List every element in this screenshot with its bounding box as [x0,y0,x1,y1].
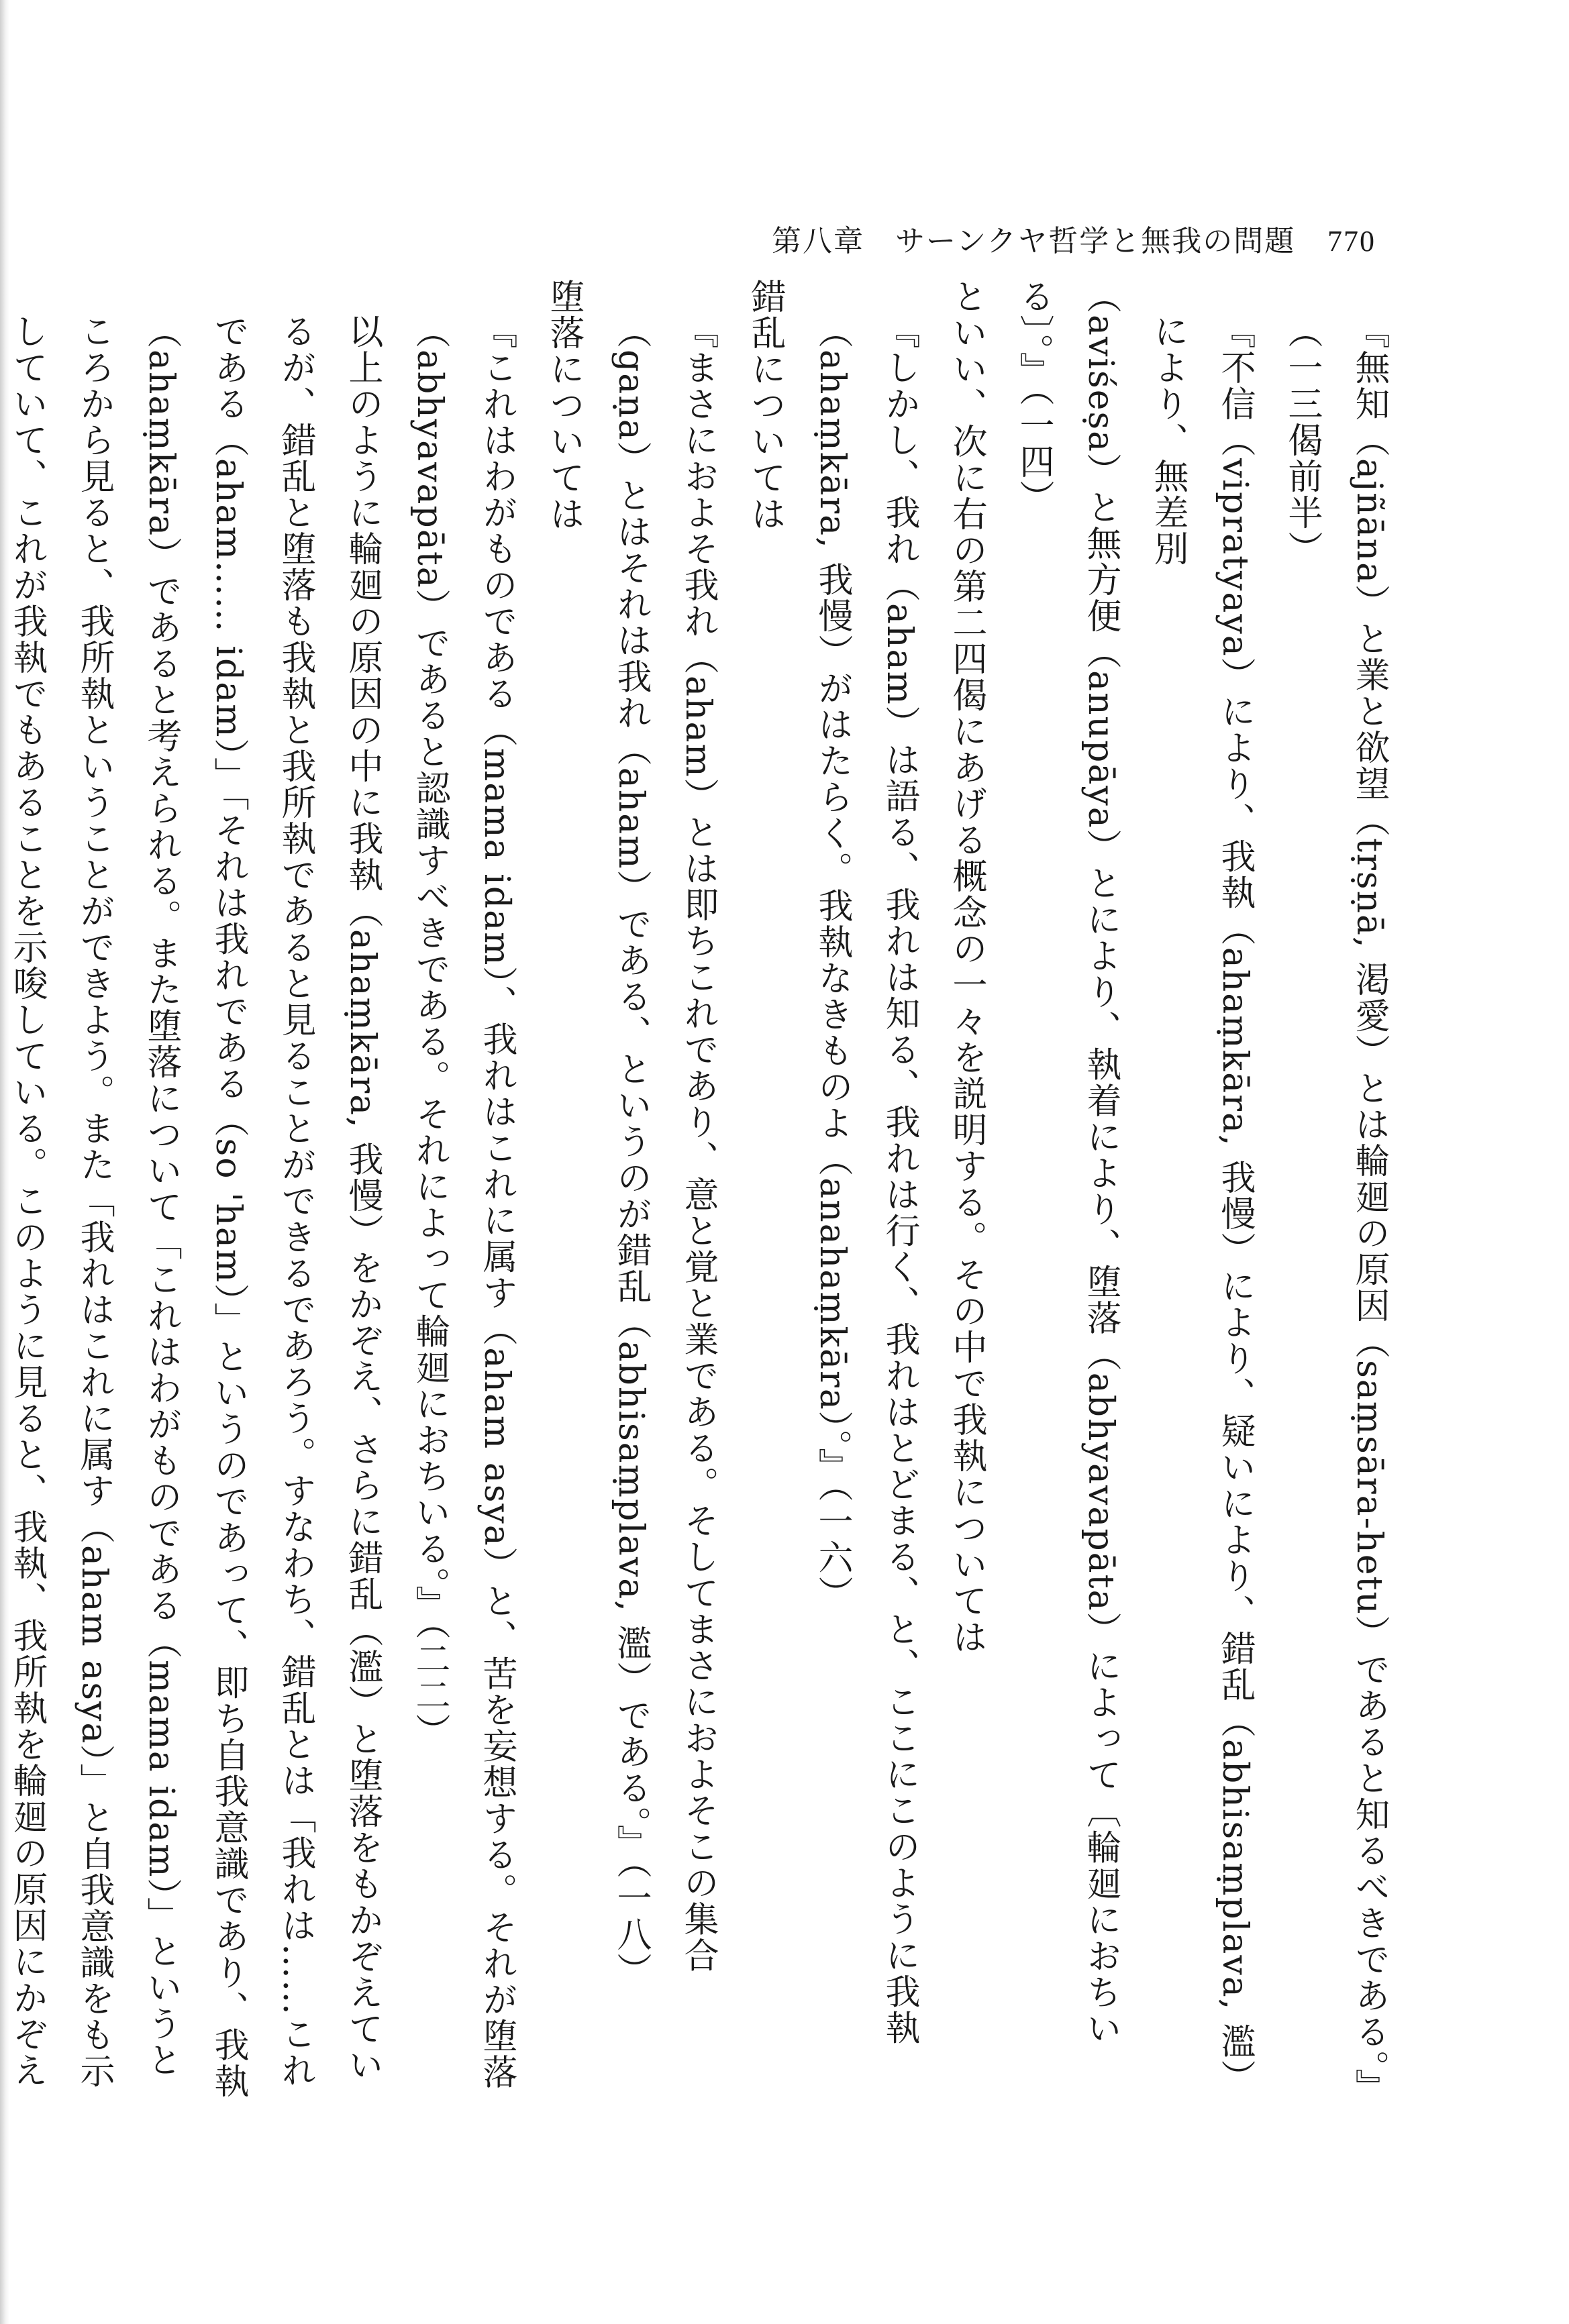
paragraph: 堕落については [544,278,584,532]
paragraph: といい、次に右の第二四偈にあげる概念の一々を説明する。その中で我執については [946,278,986,1655]
quote-continuation: （aviśeṣa）と無方便（anupāya）とにより、執着により、堕落（abhyavapāta）によって〔輪廻におちいる〕。』（一四） [1013,278,1121,2047]
quote-line: 『無知（ajñāna）と業と欲望（tṛṣṇā, 渇愛）とは輪廻の原因（saṃsāra-hetu）であると知るべきである。』（一三偈前半） [1282,313,1389,2088]
quote-line: 『不信（vipratyaya）により、我執（ahaṃkāra, 我慢）により、疑いにより、錯乱（abhisaṃplava, 濫）により、無差別 [1148,313,1255,2096]
page-number: 770 [1327,225,1376,258]
running-header [772,215,1376,268]
body-text [7,278,1403,2103]
quote-line: 『まさにおよそ我れ（aham）とは即ちこれであり、意と覚と業である。そしてまさにおよそこの集合（gaṇa）とはそれは我れ（aham）である、というのが錯乱（abhisaṃplava, 濫）である。』（一八） [611,313,718,1989]
paragraph: 以上のように輪廻の原因の中に我執（ahaṃkāra, 我慢）をかぞえ、さらに錯乱（濫）と堕落をもかぞえているが、錯乱と堕落も我執と我所執であると見ることができるであろう。すなわち、錯乱とは「我れは……これである（aham…… idam）」「それは我れである（so 'ham）」というのであって、即ち自我意識であり、我執（ahaṃkāra）であると考えられる。また堕落について「これはわがものである（mama idam）」というところから見ると、我所執ということができよう。また「我れはこれに属す（aham asya）」と自我意識をも示していて、これが我執でもあることを示唆している。このように見ると、我執、我所執を輪廻の原因にかぞえ [7,313,383,2100]
quote-line: 『しかし、我れ（aham）は語る、我れは知る、我れは行く、我れはとどまる、と、ここにこのように我執（ahaṃkāra, 我慢）がはたらく。我執なきものよ（anahaṃkāra）。』（一六） [812,313,919,2046]
quote-line: 『これはわがものである（mama idam）、我れはこれに属す（aham asya）と、苦を妄想する。それが堕落（abhyavapāta）であると認識すべきである。それによって輪廻におちいる。』（二二） [409,313,517,2091]
paragraph: 錯乱については [745,278,785,532]
chapter-title: 第八章 サーンクヤ哲学と無我の問題 [772,224,1296,258]
